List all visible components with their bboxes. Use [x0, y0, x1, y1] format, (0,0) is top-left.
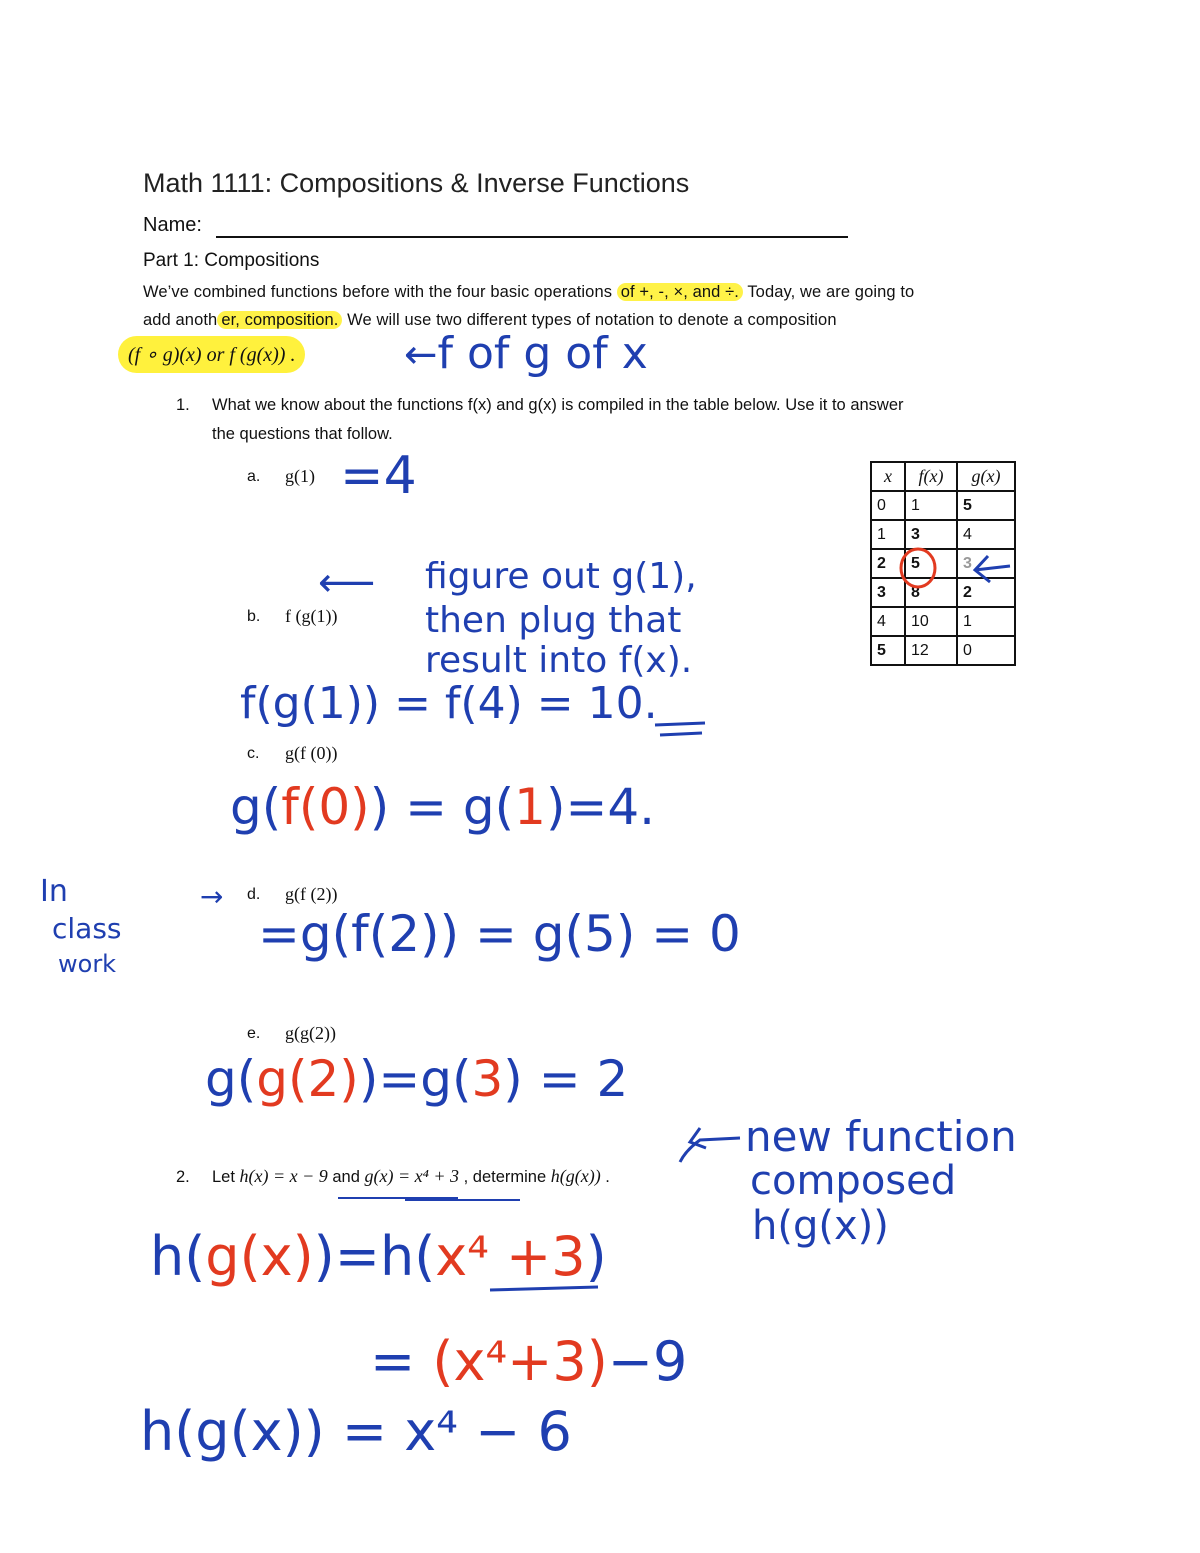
left-arrow-icon: ← [404, 332, 438, 378]
table-cell: 0 [871, 491, 905, 520]
part1-heading: Part 1: Compositions [143, 250, 320, 271]
item-b-note-line-2: then plug that [425, 600, 682, 641]
table-header-cell: g(x) [957, 462, 1015, 491]
item-b-answer: f(g(1)) = f(4) = 10. [240, 678, 658, 729]
q1-text-line-2: the questions that follow. [212, 425, 393, 443]
curved-arrow-icon [680, 1128, 740, 1162]
table-cell: 2 [871, 549, 905, 578]
side-note-line-3: work [58, 950, 117, 978]
table-cell: 1 [957, 607, 1015, 636]
item-e-letter: e. [247, 1025, 261, 1042]
table-cell: 3 [871, 578, 905, 607]
intro-line-1: We’ve combined functions before with the four basic operations of +, -, ×, and ÷. Today, we are going to [143, 283, 915, 301]
q2-work-line-1: h(g(x))=h(x⁴ +3) [150, 1225, 607, 1288]
table-arrow-icon [975, 556, 1010, 582]
item-d-expr: g(f (2)) [285, 884, 338, 904]
intro-line-2: add anoth er, composition. We will use two different types of notation to denote a composition [143, 311, 837, 329]
item-a-letter: a. [247, 468, 261, 485]
item-e-answer: g(g(2))=g(3) = 2 [205, 1050, 629, 1108]
q2-text: Let h(x) = x − 9 and g(x) = x⁴ + 3 , determine h(g(x)) . [212, 1166, 610, 1186]
table-header-cell: x [871, 462, 905, 491]
double-underline-mark [655, 723, 705, 735]
table-cell: 0 [957, 636, 1015, 665]
table-cell: 4 [957, 520, 1015, 549]
q2-work-line-2: = (x⁴+3)−9 [370, 1330, 688, 1393]
table-cell: 1 [871, 520, 905, 549]
item-b-note-line-1: figure out g(1), [425, 556, 697, 597]
table-cell: 2 [957, 578, 1015, 607]
item-d-answer: =g(f(2)) = g(5) = 0 [258, 905, 741, 963]
table-cell: 3 [905, 520, 957, 549]
table-cell-circled: 5 [905, 549, 957, 578]
q2-note-line-3: h(g(x)) [752, 1203, 889, 1249]
item-b-expr: f (g(1)) [285, 606, 338, 626]
item-d-letter: d. [247, 886, 261, 903]
table-cell: 12 [905, 636, 957, 665]
side-note-line-1: In [40, 874, 68, 909]
table-cell: 3 [957, 549, 1015, 578]
table-cell: 8 [905, 578, 957, 607]
table-cell: 1 [905, 491, 957, 520]
side-note-line-2: class [52, 912, 122, 945]
composition-notation: (f ∘ g)(x) or f (g(x)) . [118, 336, 305, 373]
table-cell: 10 [905, 607, 957, 636]
q2-work-line-3: h(g(x)) = x⁴ − 6 [140, 1400, 572, 1463]
q2-note-line-1: new function [745, 1112, 1017, 1161]
q1-text-line-1: What we know about the functions f(x) and g(x) is compiled in the table below. Use it to answer [212, 396, 904, 414]
q2-number: 2. [176, 1168, 190, 1186]
table-cell: 5 [957, 491, 1015, 520]
left-arrow-icon: ⟵ [318, 560, 376, 606]
item-c-letter: c. [247, 745, 260, 762]
table-header-cell: f(x) [905, 462, 957, 491]
right-arrow-icon: → [200, 880, 224, 913]
item-e-expr: g(g(2)) [285, 1023, 336, 1043]
highlight-composition: er, composition. [217, 311, 342, 329]
item-b-note-line-3: result into f(x). [425, 640, 693, 681]
name-label: Name: [143, 214, 202, 236]
table-cell: 4 [871, 607, 905, 636]
q2-note-line-2: composed [750, 1158, 957, 1204]
highlight-operations: of +, -, ×, and ÷. [617, 283, 743, 301]
item-c-expr: g(f (0)) [285, 743, 338, 763]
red-circle-mark [901, 549, 935, 587]
item-c-answer: g(f(0)) = g(1)=4. [230, 778, 656, 836]
item-a-answer: =4 [340, 446, 417, 506]
table-cell: 5 [871, 636, 905, 665]
annotation-f-of-g-of-x: ←f of g of x [404, 328, 648, 379]
page-title: Math 1111: Compositions & Inverse Functions [143, 168, 690, 198]
item-b-letter: b. [247, 608, 261, 625]
q1-number: 1. [176, 396, 190, 414]
item-a-expr: g(1) [285, 466, 315, 486]
